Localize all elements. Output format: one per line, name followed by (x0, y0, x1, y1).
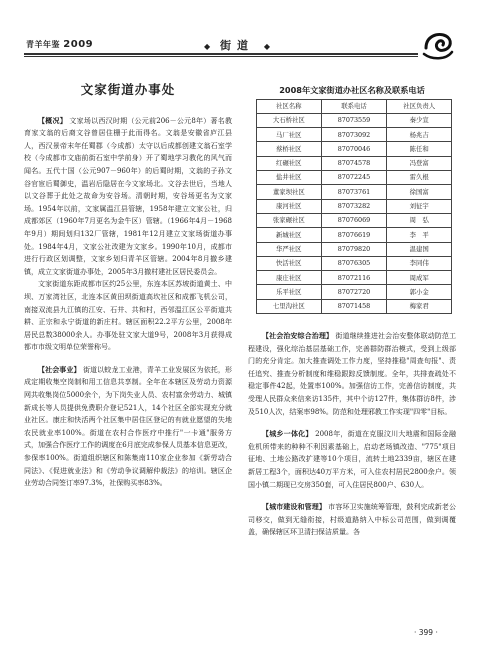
section-city-construction (248, 501, 456, 539)
table-cell: 徐国富 (387, 185, 452, 199)
community-table (256, 99, 452, 314)
table-cell: 周 弘 (387, 213, 452, 227)
running-head-book (26, 39, 93, 50)
table-cell: 秦少宣 (387, 113, 452, 127)
table-cell: 87079820 (321, 242, 387, 256)
table-cell: 刘征宇 (387, 199, 452, 213)
table-cell: 乐平社区 (257, 285, 322, 299)
running-head-section (204, 37, 270, 53)
swirl-logo-icon (420, 26, 456, 62)
table-cell: 蔡桥社区 (257, 142, 322, 156)
table-cell: 87073092 (321, 128, 387, 142)
table-cell: 梅家君 (387, 299, 452, 313)
section-name: 街道 (220, 39, 254, 52)
section-tag: 【城乡一体化】 (262, 430, 313, 439)
table-header-cell: 联系电话 (321, 99, 387, 113)
table-row (257, 156, 452, 170)
table-row (257, 142, 452, 156)
table-cell: 董家坝社区 (257, 185, 322, 199)
table-cell: 冯登富 (387, 156, 452, 170)
diamond-icon: ◆ (204, 42, 211, 51)
table-cell: 87076069 (321, 213, 387, 227)
table-row (257, 128, 452, 142)
table-header-cell: 社区负责人 (387, 99, 452, 113)
table-title: 2008年文家街道办社区名称及联系电话 (279, 85, 425, 95)
table-cell: 快活社区 (257, 256, 322, 270)
table-row (257, 185, 452, 199)
section-text: 街道继续推进社会治安整体联动防范工程建设，强化综治基层基础工作，完善群防群治模式，受到上级部门的充分肯定。加大推查调处工作力度，坚持推稳"周查旬报"、责任追究、推查分析制度和维稳跟踪反馈制度。全年，共排查疏处不稳定事件42起，处置率100%。加强信访工作，完善信访制度，共受理人民群众来信来访135件，其中个访127件，集体群访8件，涉及510人次，结案率98%。防范和处理邪教工作实现"四零"目标。 (248, 332, 456, 416)
table-row (257, 171, 452, 185)
table-cell: 康河社区 (257, 199, 322, 213)
section-text: 街道以蛟龙工业港，青羊工业发展区为依托，形成定期收集空岗制和用工信息共享制。全年在本辖区及劳动力资源网共收集岗位5000余个，为下岗失业人员、农村富余劳动力、城镇新成长等人员提供免费职介登记521人，14个社区全部实现充分就业社区。康庄和快活两个社区集中居住区登记的有就业愿望的失地农民就业率100%。街道在农村合作医疗中推行"一卡通"服务方式，加强合作医疗工作的调度在6月底完成参保人员基本信息更改，参保率100%。街道组织辖区和陈集南110家企业参加《新劳动合同法》、《促进就业法》和《劳动争议调解仲裁法》的培训。辖区企业劳动合同签订率97.3%，社保购买率83%。 (24, 365, 233, 488)
section-tag: 【城市建设和管理】 (262, 503, 326, 512)
table-row (257, 256, 452, 270)
section-text: 文家场以西汉时期（公元前206－公元8年）著名教育家文翁的后裔文谷曾居住栅于此而得名。文翁是安徽省庐江县人，西汉景帝末年任蜀郡（今成都）太守以后成都创建文翁石室学校（今成都市文庙前街石室中学前身）开了蜀地学习教化的风气而闻名。五代十国（公元907－960年）的后蜀时期，文翁的子孙文谷官宦后蜀御史，温岩后隐居在今文家场北。文谷去世后，当地人以文谷葬于此处之故命为安谷场。清朝时期，安谷场更名为文家场。1954年以前，文家属温江县管辖，1958年建立文家公社，归成都郊区（1960年7月更名为金牛区）管辖。（1966年4月－1968年9月）期间划归132厂管辖，1981年12月建立文家场街道办事处。1984年4月，文家公社改建为文家乡。1990年10月，成都市进行行政区划调整，文家乡划归青羊区管辖。2004年8月撤乡建镇，成立文家街道办事处，2005年3月撤村建社区居民委员会。 (24, 116, 232, 276)
section-urban-rural (248, 428, 456, 491)
table-cell: 张家碾社区 (257, 213, 322, 227)
table-cell: 雷久根 (387, 171, 452, 185)
section-location (24, 278, 232, 354)
table-cell: 87076305 (321, 256, 387, 270)
section-tag: 【社会治安综合治理】 (262, 332, 334, 341)
section-tag: 【社会事业】 (38, 365, 81, 374)
table-row (257, 228, 452, 242)
table-cell: 温建国 (387, 242, 452, 256)
table-row (257, 285, 452, 299)
header-rule (24, 53, 418, 55)
left-column (24, 80, 232, 490)
header-rule-thin (24, 56, 418, 57)
table-row (257, 242, 452, 256)
table-cell: 新城社区 (257, 228, 322, 242)
table-cell: 马厂社区 (257, 128, 322, 142)
page-header (0, 0, 480, 62)
table-cell: 周成军 (387, 271, 452, 285)
section-social (24, 364, 232, 490)
table-row (257, 213, 452, 227)
article-title: 文家街道办事处 (80, 82, 176, 97)
table-cell: 87073282 (321, 199, 387, 213)
section-text: 市容环卫实施统筹管理，鼓利完成新老公司移交，做到无缝衔接，村级道路纳入中标公司范围，做到调覆盖，确保辖区环卫清扫保洁质量。各 (248, 503, 456, 537)
table-cell: 87074578 (321, 156, 387, 170)
table-row (257, 271, 452, 285)
table-cell: 盐井社区 (257, 171, 322, 185)
book-title: 青羊年鉴 (26, 40, 60, 49)
table-cell: 康庄社区 (257, 271, 322, 285)
section-text: 2008年，街道在克服汶川大地震和国际金融危机所带来的种种不利因素基础上，启动老场镇改造、"775"项目征地、土地公路改扩建等10个项目，流转土地2339亩，辖区在建新居工程3个，面积达40万平方米，可入住农村居民2800余户。领国小镇二期现已交房350套，可入住居民800户、630人。 (248, 430, 456, 489)
table-header-row (257, 99, 452, 113)
table-cell: 李 平 (387, 228, 452, 242)
table-cell: 华严社区 (257, 242, 322, 256)
table-cell: 李同伟 (387, 256, 452, 270)
table-row (257, 299, 452, 313)
table-cell: 87073761 (321, 185, 387, 199)
section-public-security (248, 330, 456, 418)
right-column (248, 80, 456, 539)
table-row (257, 113, 452, 127)
section-tag: 【概况】 (38, 116, 67, 125)
table-cell: 87076619 (321, 228, 387, 242)
table-cell: 87071458 (321, 299, 387, 313)
table-cell: 87070046 (321, 142, 387, 156)
table-cell: 红碾社区 (257, 156, 322, 170)
table-cell: 大石桥社区 (257, 113, 322, 127)
table-cell: 七里沟社区 (257, 299, 322, 313)
book-year: 2009 (63, 39, 94, 50)
table-cell: 87072116 (321, 271, 387, 285)
section-overview (24, 115, 232, 279)
diamond-icon: ◆ (263, 42, 270, 51)
table-cell: 陈任和 (387, 142, 452, 156)
table-cell: 87072720 (321, 285, 387, 299)
table-cell: 87073559 (321, 113, 387, 127)
page-number: · 399 · (414, 628, 438, 637)
section-text: 文家街道东距成都市区约25公里，东连本区苏坡街道黄土、中坝、万家湾社区，北连本区黄田坝街道高坎社区和成都飞机公司，南接双流县九江镇的江安、石井、共和村，西邻温江区公平街道共耕、正宗和永宁街道的新庄村。辖区面积22.2平方公里，2008年居民总数38000余人。办事处驻文家大道9号，2008年3月获得成都市市级文明单位荣誉称号。 (24, 280, 232, 352)
table-cell: 杨兆吉 (387, 128, 452, 142)
table-row (257, 199, 452, 213)
table-header-cell: 社区名称 (257, 99, 322, 113)
table-cell: 87072245 (321, 171, 387, 185)
table-cell: 郭小金 (387, 285, 452, 299)
